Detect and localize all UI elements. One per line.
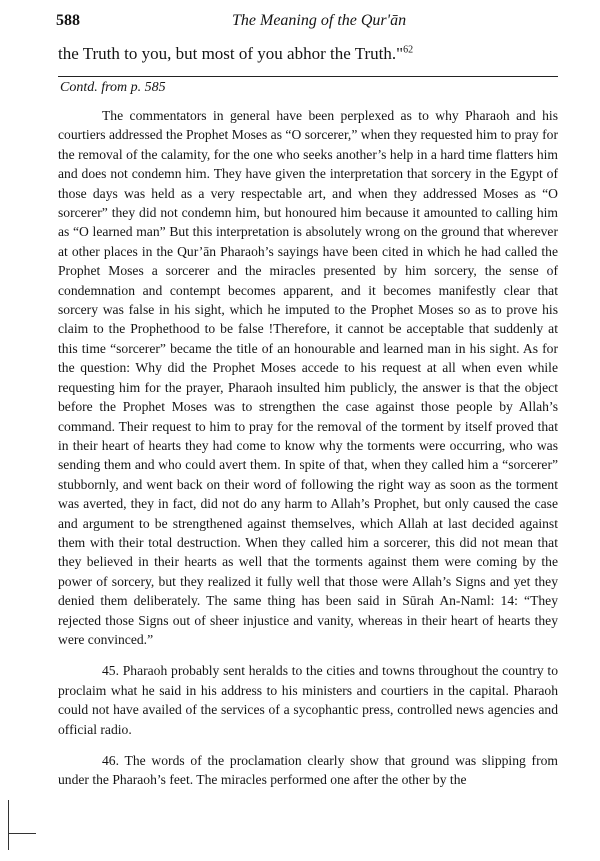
paragraph-note-45: 45. Pharaoh probably sent heralds to the cities and towns throughout the country to proclaim what he said in his address to his ministers and courtiers in the capital. Pharaoh could not have availed of the services of a sycophantic press, controlled news agencies and official radio. <box>58 663 558 737</box>
top-line <box>58 44 413 64</box>
margin-mark <box>8 800 9 850</box>
horizontal-rule <box>58 76 558 77</box>
body-text <box>58 106 558 802</box>
page-number: 588 <box>56 12 80 29</box>
margin-mark-tick <box>8 833 36 834</box>
running-title: The Meaning of the Qur'ān <box>232 12 407 29</box>
paragraph-note-46: 46. The words of the proclamation clearly show that ground was slipping from under the Pharaoh’s feet. The miracles performed one after the other by the <box>58 753 558 788</box>
continuation-label: Contd. from p. 585 <box>60 80 166 95</box>
top-line-text: the Truth to you, but most of you abhor the Truth." <box>58 44 404 63</box>
paragraph-commentary: The commentators in general have been perplexed as to why Pharaoh and his courtiers addressed the Prophet Moses as “O sorcerer,” when they requested him to pray for the removal of the calamity, for the one who seeks another’s help in a hard time flatters him and does not condemn him. They have given the interpretation that sorcery in the Egypt of those days was held as a very respectable art, and when they addressed Moses as “O sorcerer” they did not condemn him, but honoured him because it amounted to calling him as “O learned man” But this interpretation is absolutely wrong on the ground that wherever at other places in the Qur’ān Pharaoh’s sayings have been cited in which he had called the Prophet Moses a sorcerer and the miracles presented by him sorcery, the sense of condemnation and contempt becomes apparent, and it becomes manifestly clear that sorcery was false in his sight, which he imputed to the Prophet Moses so as to prove his claim to the Prophethood to be false !Therefore, it cannot be acceptable that suddenly at this time “sorcerer” became the title of an honourable and learned man in his sight. As for the question: Why did the Prophet Moses accede to his request at all when even while requesting him for the prayer, Pharaoh insulted him publicly, the answer is that the object before the Prophet Moses was to strengthen the case against those people by Allah’s command. Their request to him to pray for the removal of the torment by itself proved that in their heart of hearts they had come to know why the torments were occurring, who was sending them and who could avert them. In spite of that, when they called him a “sorcerer” stubbornly, and went back on their word of following the right way as soon as the torment was averted, they in fact, did not do any harm to Allah’s Prophet, but only caused the case and argument to be strengthened against themselves, which Allah at last decided against them with their total destruction. When they called him a sorcerer, this did not mean that they believed in their hearts as well that the torments against them were coming by the power of sorcery, but they realized it fully well that those were Allah’s Signs and yet they denied them deliberately. The same thing has been said in Sūrah An-Naml: 14: “They rejected those Signs out of sheer injustice and vanity, whereas in their heart of hearts they were convinced.” <box>58 108 558 647</box>
footnote-ref: 62 <box>403 44 414 56</box>
